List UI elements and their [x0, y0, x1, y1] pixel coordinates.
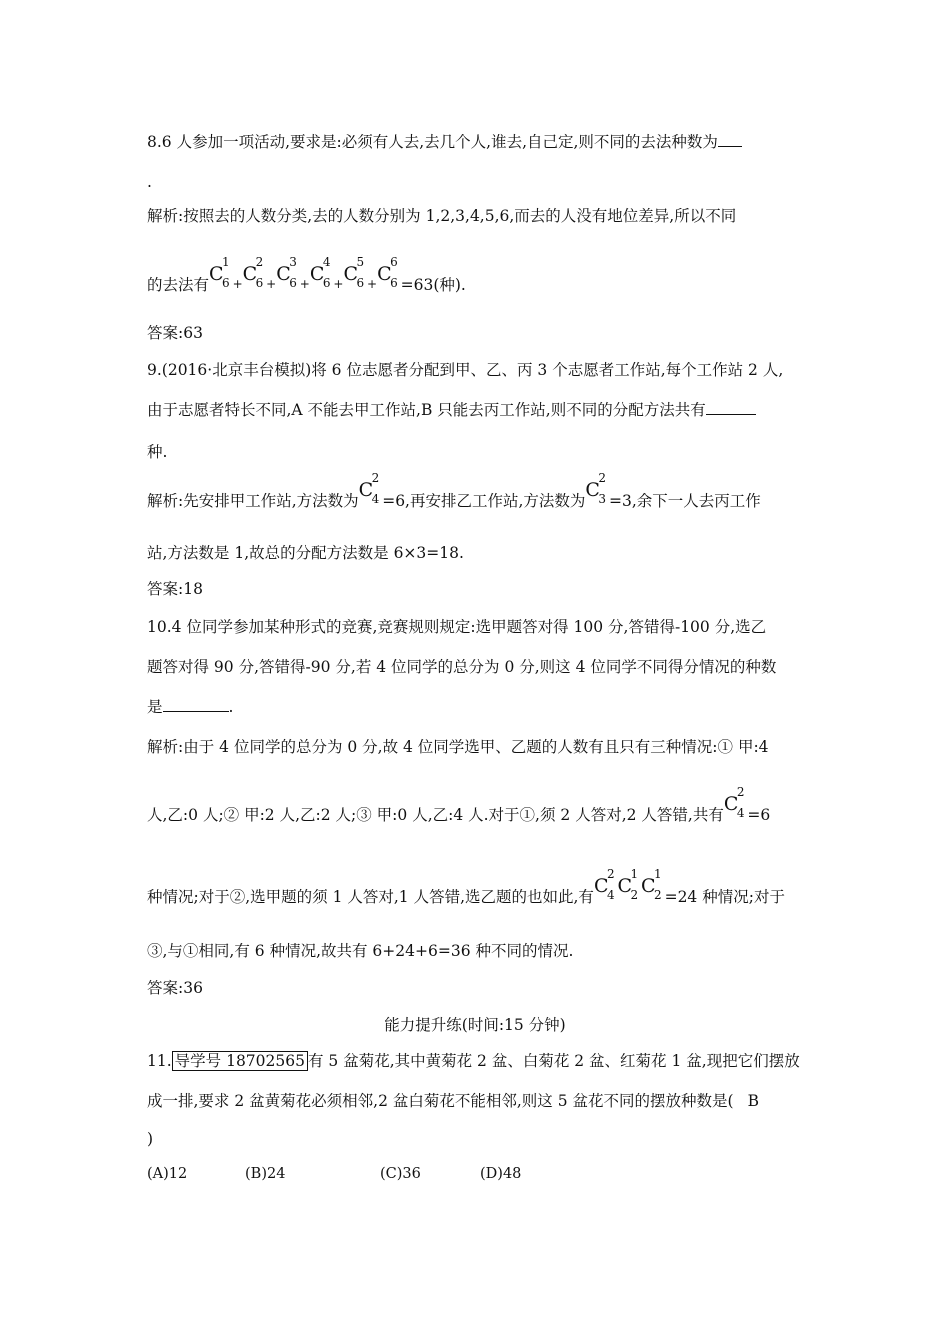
guide-number-tag[interactable]: 导学号 18702565 [172, 1051, 308, 1071]
q10-stem-line2: 题答对得 90 分,答错得-90 分,若 4 位同学的总分为 0 分,则这 4 位同学不同得分情况的种数 [147, 658, 777, 676]
comb-term: C 5 6 [343, 255, 365, 290]
q8-analysis-line1: 解析:按照去的人数分类,去的人数分别为 1,2,3,4,5,6,而去的人没有地位差异,所以不同 [147, 207, 737, 225]
comb-term: C 2 3 [585, 471, 607, 506]
q9-stem-line3: 种. [147, 443, 168, 461]
q10-stem-line1: 10.4 位同学参加某种形式的竞赛,竞赛规则规定:选甲题答对得 100 分,答错得-100 分,选乙 [147, 618, 767, 636]
q8-stem: 8.6 人参加一项活动,要求是:必须有人去,去几个人,谁去,自己定,则不同的去法种数为 [147, 132, 742, 152]
comb-term: C 2 4 [358, 471, 380, 506]
q10-analysis-line4: ③,与①相同,有 6 种情况,故共有 6+24+6=36 种不同的情况. [147, 942, 574, 960]
option-c[interactable]: (C)36 [380, 1166, 421, 1182]
comb-term: C 2 4 [593, 867, 615, 902]
comb-term: C 4 6 [309, 255, 331, 290]
comb-term: C 2 6 [242, 255, 264, 290]
option-a[interactable]: (A)12 [147, 1166, 188, 1182]
q10-analysis-line1: 解析:由于 4 位同学的总分为 0 分,故 4 位同学选甲、乙题的人数有且只有三种情况:① 甲:4 [147, 738, 769, 756]
q9-stem-line1: 9.(2016·北京丰台模拟)将 6 位志愿者分配到甲、乙、丙 3 个志愿者工作站,每个工作站 2 人, [147, 361, 784, 379]
q9-analysis-line1: 解析:先安排甲工作站,方法数为C 2 4 =6,再安排乙工作站,方法数为C 2 3 =3,余下一人去丙工作 [147, 471, 761, 510]
option-d[interactable]: (D)48 [480, 1166, 522, 1182]
q8-stem-end: . [147, 173, 152, 191]
q11-stem-line2: 成一排,要求 2 盆黄菊花必须相邻,2 盆白菊花不能相邻,则这 5 盆花不同的摆放种数是( B [147, 1092, 759, 1110]
answer-letter: B [747, 1092, 759, 1110]
answer-blank[interactable] [706, 400, 756, 415]
q9-stem-line2: 由于志愿者特长不同,A 不能去甲工作站,B 只能去丙工作站,则不同的分配方法共有 [147, 400, 756, 420]
q11-stem-line3: ) [147, 1130, 154, 1148]
comb-term: C 6 6 [377, 255, 398, 290]
q8-analysis-line2: 的去法有C 1 6 $_+$C 2 6 $_+$C 3 6 $_+$C 4 6 $_+$C 5 6 $_+$C 6 6 =63(种). [147, 255, 466, 294]
comb-term: C 2 4 [723, 785, 745, 820]
option-b[interactable]: (B)24 [245, 1166, 286, 1182]
q9-analysis-line2: 站,方法数是 1,故总的分配方法数是 6×3=18. [147, 544, 464, 562]
comb-term: C 1 6 [209, 255, 230, 290]
q10-answer: 答案:36 [147, 979, 203, 997]
q10-analysis-line2: 人,乙:0 人;② 甲:2 人,乙:2 人;③ 甲:0 人,乙:4 人.对于①,须 2 人答对,2 人答错,共有C 2 4 =6 [147, 785, 771, 824]
comb-term: C 1 2 [641, 867, 662, 902]
answer-blank[interactable] [163, 697, 229, 712]
q11-stem-line1: 11. 导学号 18702565 有 5 盆菊花,其中黄菊花 2 盆、白菊花 2 盆、红菊花 1 盆,现把它们摆放 [147, 1052, 800, 1070]
q8-answer: 答案:63 [147, 324, 203, 342]
section-title: 能力提升练(时间:15 分钟) [384, 1016, 566, 1034]
q9-answer: 答案:18 [147, 580, 203, 598]
comb-term: C 1 2 [617, 867, 639, 902]
combination-sum: C 1 6 $_+$C 2 6 $_+$C 3 6 $_+$C 4 6 $_+$C 5 6 $_+$C 6 6 [209, 255, 398, 291]
comb-term: C 3 6 [276, 255, 297, 290]
q10-analysis-line3: 种情况;对于②,选甲题的须 1 人答对,1 人答错,选乙题的也如此,有C 2 4 C 1 2 C 1 2 =24 种情况;对于 [147, 867, 785, 906]
q10-stem-line3: 是 . [147, 698, 234, 716]
answer-blank[interactable] [718, 132, 742, 147]
